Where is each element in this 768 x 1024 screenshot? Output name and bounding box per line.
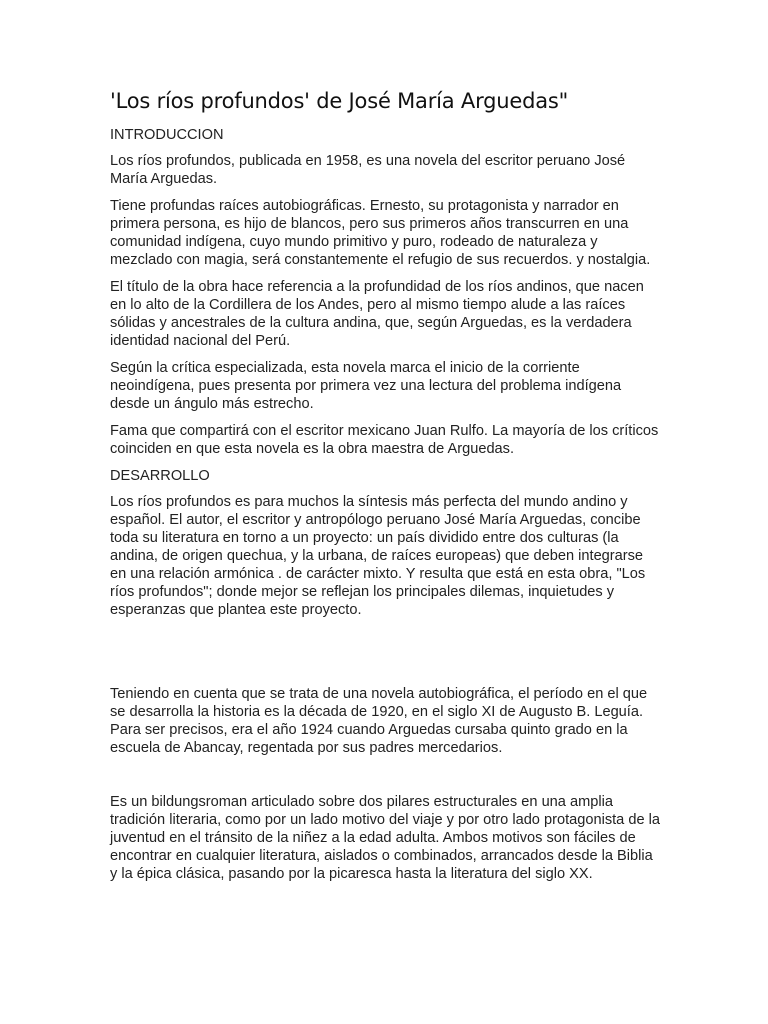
- development-paragraph: Los ríos profundos es para muchos la síntesis más perfecta del mundo andino y español. El autor, el escritor y antropólogo peruano José María Arguedas, concibe toda su literatura en torno a un proyecto: un país dividido entre dos culturas (la andina, de origen quechua, y la urbana, de raíces europeas) que deben integrarse en una relación armónica . de carácter mixto. Y resulta que está en esta obra, "Los ríos profundos"; donde mejor se reflejan los principales dilemas, inquietudes y esperanzas que plantea este proyecto.: [110, 494, 646, 618]
- intro-paragraph: Tiene profundas raíces autobiográficas. Ernesto, su protagonista y narrador en primera persona, es hijo de blancos, pero sus primeros años transcurren en una comunidad indígena, cuyo mundo primitivo y puro, rodeado de naturaleza y mezclado con magia, será constantemente el refugio de sus recuerdos. y nostalgia.: [110, 198, 651, 268]
- document-body: [110, 86, 660, 892]
- introduction-heading: INTRODUCCION: [110, 127, 224, 143]
- document-title: 'Los ríos profundos' de José María Arguedas": [110, 89, 569, 113]
- intro-paragraph: El título de la obra hace referencia a la profundidad de los ríos andinos, que nacen en lo alto de la Cordillera de los Andes, pero al mismo tiempo alude a las raíces sólidas y ancestrales de la cultura andina, que, según Arguedas, es la verdadera identidad nacional del Perú.: [110, 279, 644, 349]
- intro-paragraph: Fama que compartirá con el escritor mexicano Juan Rulfo. La mayoría de los críticos coinciden en que esta novela es la obra maestra de Arguedas.: [110, 423, 659, 457]
- intro-paragraph: Los ríos profundos, publicada en 1958, es una novela del escritor peruano José María Arguedas.: [110, 153, 626, 187]
- development-heading: DESARROLLO: [110, 468, 210, 484]
- intro-paragraph: Según la crítica especializada, esta novela marca el inicio de la corriente neoindígena, pues presenta por primera vez una lectura del problema indígena desde un ángulo más estrecho.: [110, 360, 622, 412]
- development-paragraph: Teniendo en cuenta que se trata de una novela autobiográfica, el período en el que se desarrolla la historia es la década de 1920, en el siglo XI de Augusto B. Leguía. Para ser precisos, era el año 1924 cuando Arguedas cursaba quinto grado en la escuela de Abancay, regentada por sus padres mercedarios.: [110, 686, 648, 756]
- blank-space: [110, 766, 660, 793]
- blank-space: [110, 628, 660, 685]
- development-paragraph: Es un bildungsroman articulado sobre dos pilares estructurales en una amplia tradición literaria, como por un lado motivo del viaje y por otro lado protagonista de la juventud en el tránsito de la niñez a la edad adulta. Ambos motivos son fáciles de encontrar en cualquier literatura, aislados o combinados, arrancados desde la Biblia y la épica clásica, pasando por la picaresca hasta la literatura del siglo XX.: [110, 794, 661, 882]
